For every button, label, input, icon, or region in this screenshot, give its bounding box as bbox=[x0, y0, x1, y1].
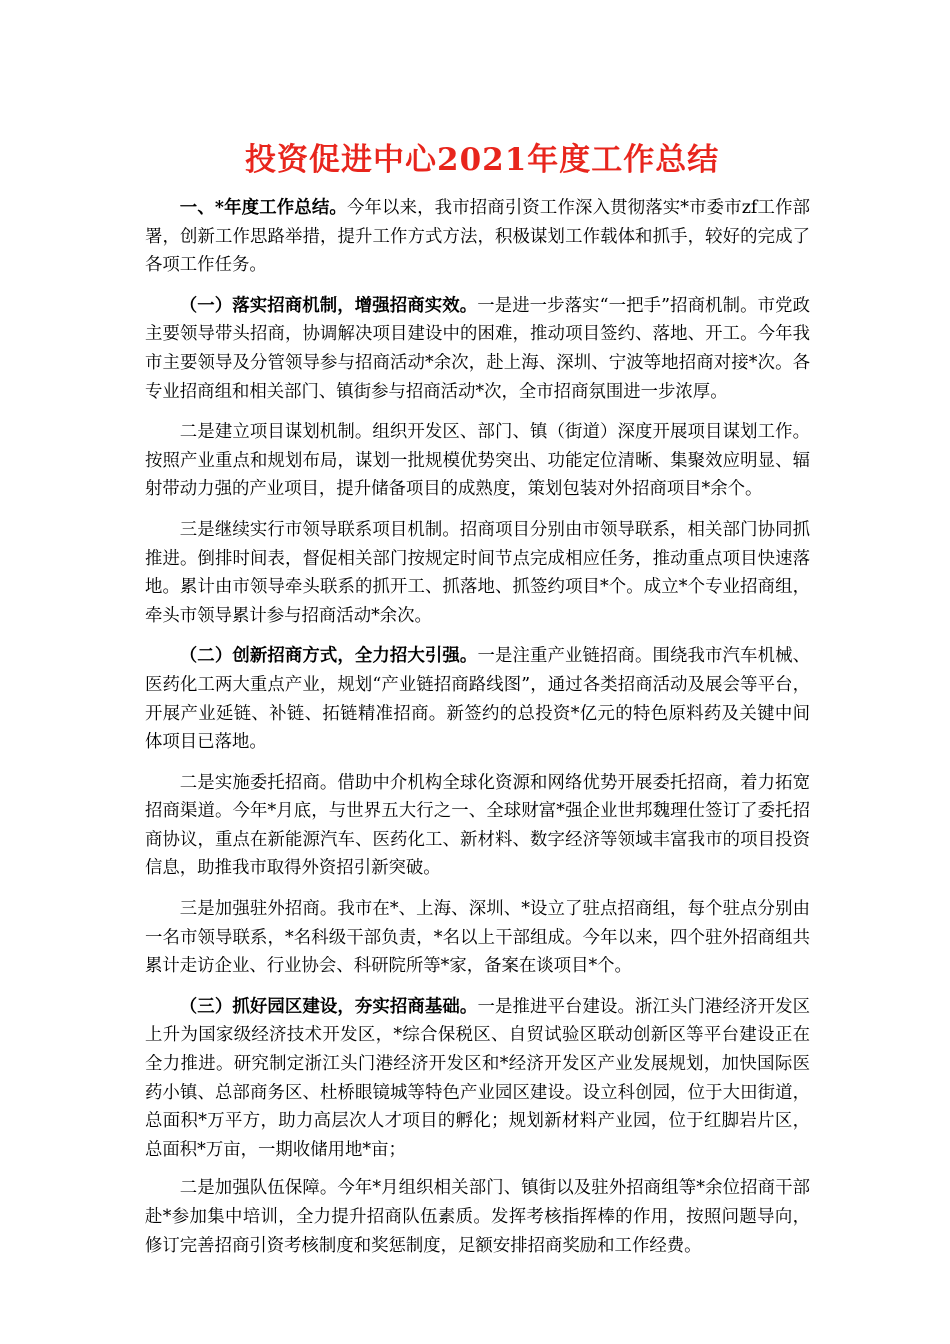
paragraph-heading: （二）创新招商方式，全力招大引强。 bbox=[179, 646, 478, 667]
paragraph-body: 一是推进平台建设。浙江头门港经济开发区上升为国家级经济技术开发区，*综合保税区、自贸试验区联动创新区等平台建设正在全力推进。研究制定浙江头门港经济开发区和*经济开发区产业发展规划，加快国际医药小镇、总部商务区、杜桥眼镜城等特色产业园区建设。设立科创园，位于大田街道，总面积*万平方，助力高层次人才项目的孵化；规划新材料产业园，位于红脚岩片区，总面积*万亩，一期收储用地*亩； bbox=[145, 996, 810, 1160]
paragraph-section-2 bbox=[145, 642, 810, 756]
paragraph-body: 一是注重产业链招商。围绕我市汽车机械、医药化工两大重点产业，规划“产业链招商路线图”，通过各类招商活动及展会等平台，开展产业延链、补链、拓链精准招商。新签约的总投资*亿元的特色原料药及关键中间体项目已落地。 bbox=[145, 646, 810, 753]
paragraph-item bbox=[145, 1174, 810, 1260]
paragraph-body: 三是加强驻外招商。我市在*、上海、深圳、*设立了驻点招商组，每个驻点分别由一名市领导联系，*名科级干部负责，*名以上干部组成。今年以来，四个驻外招商组共累计走访企业、行业协会、科研院所等*家，备案在谈项目*个。 bbox=[145, 899, 810, 977]
paragraph-item bbox=[145, 769, 810, 883]
paragraph-body: 二是加强队伍保障。今年*月组织相关部门、镇街以及驻外招商组等*余位招商干部赴*参加集中培训，全力提升招商队伍素质。发挥考核指挥棒的作用，按照问题导向，修订完善招商引资考核制度和奖惩制度，足额安排招商奖励和工作经费。 bbox=[145, 1178, 810, 1256]
document-title: 投资促进中心2021年度工作总结 bbox=[245, 142, 720, 178]
paragraph-section-3 bbox=[145, 993, 810, 1165]
paragraph-section-1 bbox=[145, 292, 810, 406]
paragraph-body: 三是继续实行市领导联系项目机制。招商项目分别由市领导联系，相关部门协同抓推进。倒排时间表，督促相关部门按规定时间节点完成相应任务，推动重点项目快速落地。累计由市领导牵头联系的抓开工、抓落地、抓签约项目*个。成立*个专业招商组，牵头市领导累计参与招商活动*余次。 bbox=[145, 519, 810, 626]
paragraph-heading: 一、*年度工作总结。 bbox=[179, 198, 347, 218]
paragraph-body: 二是实施委托招商。借助中介机构全球化资源和网络优势开展委托招商，着力拓宽招商渠道。今年*月底，与世界五大行之一、全球财富*强企业世邦魏理仕签订了委托招商协议，重点在新能源汽车、医药化工、新材料、数字经济等领域丰富我市的项目投资信息，助推我市取得外资招引新突破。 bbox=[145, 772, 810, 879]
paragraph-body: 一是进一步落实“一把手”招商机制。市党政主要领导带头招商，协调解决项目建设中的困难，推动项目签约、落地、开工。今年我市主要领导及分管领导参与招商活动*余次，赴上海、深圳、宁波等地招商对接*次。各专业招商组和相关部门、镇街参与招商活动*次，全市招商氛围进一步浓厚。 bbox=[145, 295, 810, 402]
paragraph-body: 二是建立项目谋划机制。组织开发区、部门、镇（街道）深度开展项目谋划工作。按照产业重点和规划布局，谋划一批规模优势突出、功能定位清晰、集聚效应明显、辐射带动力强的产业项目，提升储备项目的成熟度，策划包装对外招商项目*余个。 bbox=[145, 422, 810, 500]
paragraph-item bbox=[145, 418, 810, 504]
paragraph-body: 今年以来，我市招商引资工作深入贯彻落实*市委市zf工作部署，创新工作思路举措，提升工作方式方法，积极谋划工作载体和抓手，较好的完成了各项工作任务。 bbox=[145, 198, 810, 276]
paragraph-heading: （一）落实招商机制，增强招商实效。 bbox=[179, 295, 478, 316]
paragraph-summary bbox=[145, 194, 810, 280]
paragraph-heading: （三）抓好园区建设，夯实招商基础。 bbox=[179, 996, 478, 1017]
paragraph-item bbox=[145, 516, 810, 630]
paragraph-item bbox=[145, 895, 810, 981]
document-page bbox=[145, 138, 810, 1272]
